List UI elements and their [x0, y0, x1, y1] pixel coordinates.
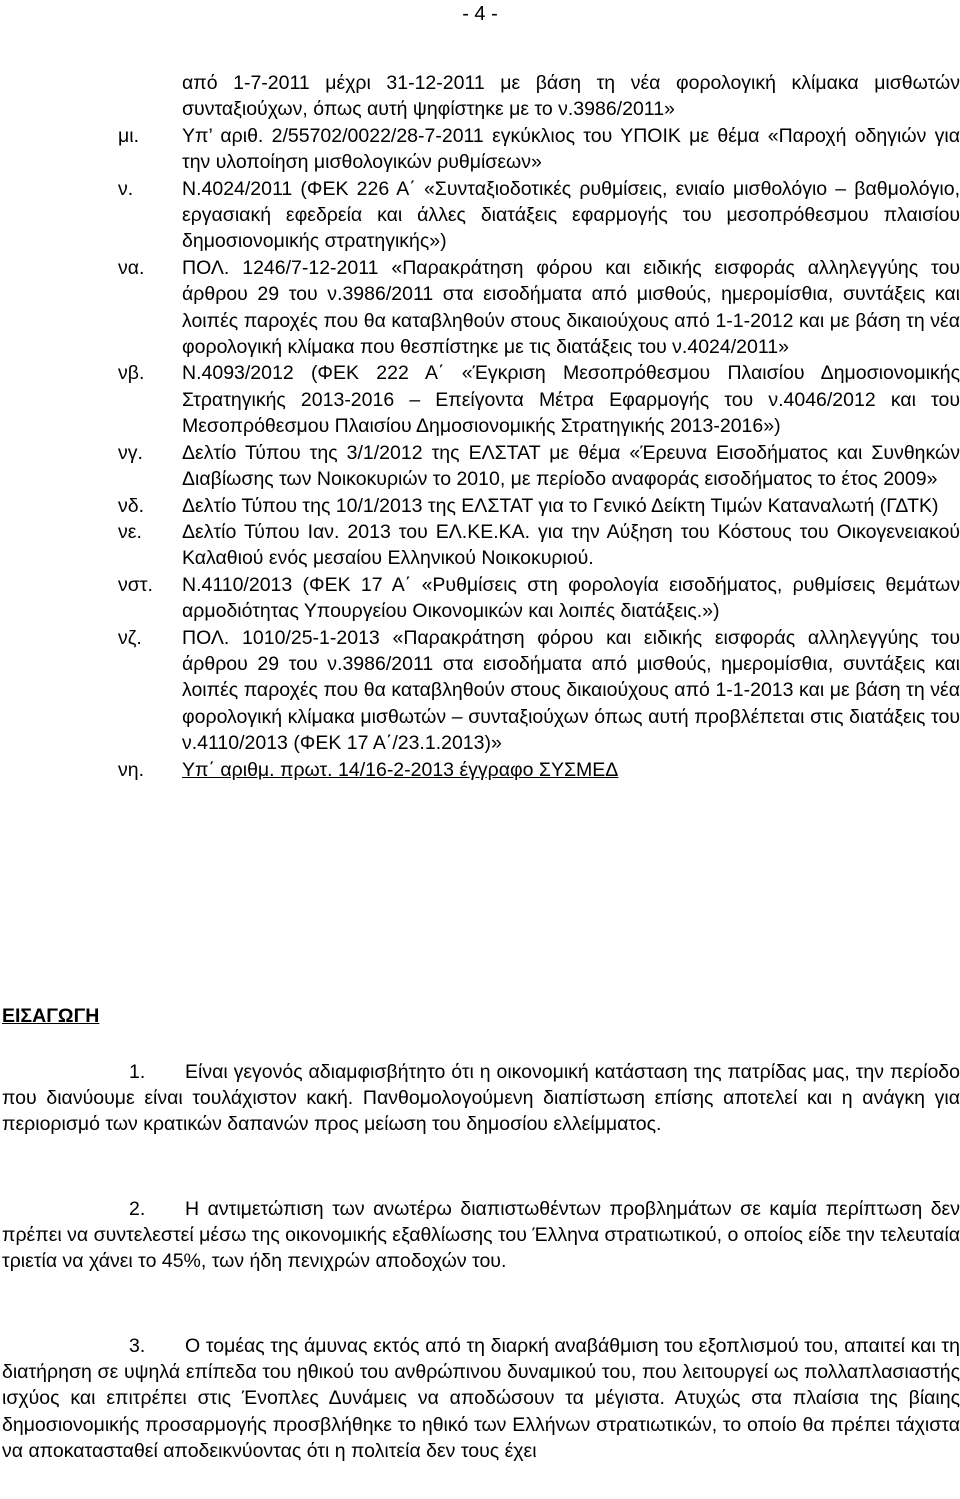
list-item-number: ν.: [118, 177, 134, 200]
list-item-text: Υπ΄ αριθμ. πρωτ. 14/16-2-2013 έγγραφο ΣΥΣΜΕΔ: [182, 758, 619, 781]
list-item: [0, 519, 960, 572]
list-item-number: μι.: [118, 124, 139, 147]
list-item-number: νστ.: [118, 573, 153, 596]
paragraph-number: 2.: [129, 1198, 146, 1220]
paragraph-text: Είναι γεγονός αδιαμφισβήτητο ότι η οικονομική κατάσταση της πατρίδας μας, την περίοδο που διανύουμε είναι τουλάχιστον κακή. Πανθομολογούμενη διαπίστωση επίσης αποτελεί και η ανάγκη για περιορισμό των κρατικών δαπανών προς μείωση του δημοσίου ελλείμματος.: [2, 1061, 960, 1136]
body-paragraph: [2, 1059, 960, 1138]
list-item: [0, 123, 960, 176]
list-item: [0, 360, 960, 439]
list-item-number: να.: [118, 256, 145, 279]
paragraph-text: Η αντιμετώπιση των ανωτέρω διαπιστωθέντων προβλημάτων σε καμία περίπτωση δεν πρέπει να συντελεστεί μέσω της οικονομικής εξαθλίωσης του Έλληνα στρατιωτικού, ο οποίος είδε την τελευταία τριετία να χάνει το 45%, των ήδη πενιχρών αποδοχών του.: [2, 1198, 960, 1273]
list-item-text: Ν.4024/2011 (ΦΕΚ 226 Α΄ «Συνταξιοδοτικές ρυθμίσεις, ενιαίο μισθολόγιο – βαθμολόγιο, εργασιακή εφεδρεία και άλλες διατάξεις εφαρμογής του μεσοπρόθεσμου πλαισίου δημοσιονομικής στρατηγικής»): [182, 177, 960, 253]
list-item-text: ΠΟΛ. 1246/7-12-2011 «Παρακράτηση φόρου και ειδικής εισφοράς αλληλεγγύης του άρθρου 29 του ν.3986/2011 στα εισοδήματα από μισθούς, ημερομίσθια, συντάξεις και λοιπές παροχές που θα καταβληθούν στους δικαιούχους από 1-1-2012 και με βάση τη νέα φορολογική κλίμακα που θεσπίστηκε με τις διατάξεις του ν.4024/2011»: [182, 256, 960, 359]
body-paragraph: [2, 1333, 960, 1464]
list-item-text: Ν.4093/2012 (ΦΕΚ 222 Α΄ «Έγκριση Μεσοπρόθεσμου Πλαισίου Δημοσιονομικής Στρατηγικής 2013-2016 – Επείγοντα Μέτρα Εφαρμογής του ν.4046/2012 και του Μεσοπρόθεσμου Πλαισίου Δημοσιονομικής Στρατηγικής 2013-2016»): [182, 362, 960, 438]
paragraph-text: Ο τομέας της άμυνας εκτός από τη διαρκή αναβάθμιση του εξοπλισμού του, απαιτεί και τη διατήρηση σε υψηλά επίπεδα του ηθικού του ανθρώπινου δυναμικού του, που λειτουργεί ως πολλαπλασιαστής ισχύος και επιτρέπει στις Ένοπλες Δυνάμεις να αποδώσουν τα μέγιστα. Ατυχώς στα πλαίσια της βίαιης δημοσιονομικής προσαρμογής προσβλήθηκε το ηθικό των Ελλήνων στρατιωτικών, το οποίο θα πρέπει τάχιστα να αποκατασταθεί αποδεικνύοντας ότι η πολιτεία δεν τους έχει: [2, 1335, 960, 1462]
list-item-number: νε.: [118, 520, 142, 543]
list-item-text: ΠΟΛ. 1010/25-1-2013 «Παρακράτηση φόρου και ειδικής εισφοράς αλληλεγγύης του άρθρου 29 του ν.3986/2011 στα εισοδήματα από μισθούς, ημερομίσθια, συντάξεις και λοιπές παροχές που θα καταβληθούν στους δικαιούχους από 1-1-2013 και με βάση τη νέα φορολογική κλίμακα μισθωτών – συνταξιούχων όπως αυτή προβλέπεται στις διατάξεις του ν.4110/2013 (ΦΕΚ 17 Α΄/23.1.2013)»: [182, 626, 960, 755]
paragraph-number: 3.: [129, 1335, 146, 1357]
section-heading: ΕΙΣΑΓΩΓΗ: [2, 1005, 100, 1027]
list-item-number: νγ.: [118, 441, 143, 464]
list-item: [0, 440, 960, 493]
list-item-text: Δελτίο Τύπου της 3/1/2012 της ΕΛΣΤΑΤ με θέμα «Έρευνα Εισοδήματος και Συνθηκών Διαβίωσης των Νοικοκυριών το 2010, με περίοδο αναφοράς εισοδήματος το έτος 2009»: [182, 441, 960, 491]
list-item-number: νβ.: [118, 362, 145, 385]
list-item: [0, 757, 960, 783]
page-number: - 4 -: [462, 3, 498, 25]
body-paragraph: [2, 1196, 960, 1275]
list-item: [0, 493, 960, 519]
list-item: [0, 625, 960, 757]
list-item-number: νδ.: [118, 494, 145, 517]
list-item-text: Δελτίο Τύπου της 10/1/2013 της ΕΛΣΤΑΤ για το Γενικό Δείκτη Τιμών Καταναλωτή (ΓΔΤΚ): [182, 494, 939, 517]
paragraph-number: 1.: [129, 1061, 146, 1083]
list-item-number: νζ.: [118, 626, 142, 649]
reference-list: [0, 70, 960, 783]
list-item: [0, 255, 960, 361]
list-item: [0, 572, 960, 625]
list-item: [0, 176, 960, 255]
list-item-text: από 1-7-2011 μέχρι 31-12-2011 με βάση τη νέα φορολογική κλίμακα μισθωτών συνταξιούχων, όπως αυτή ψηφίστηκε με το ν.3986/2011»: [182, 72, 960, 121]
list-item-text: Ν.4110/2013 (ΦΕΚ 17 Α΄ «Ρυθμίσεις στη φορολογία εισοδήματος, ρυθμίσεις θεμάτων αρμοδιότητας Υπουργείου Οικονομικών και λοιπές διατάξεις.»): [182, 573, 960, 623]
list-item-text: Δελτίο Τύπου Ιαν. 2013 του ΕΛ.ΚΕ.ΚΑ. για την Αύξηση του Κόστους του Οικογενειακού Καλαθιού ενός μεσαίου Ελληνικού Νοικοκυριού.: [182, 520, 960, 570]
list-item-number: νη.: [118, 758, 145, 781]
list-item-text: Υπ’ αριθ. 2/55702/0022/28-7-2011 εγκύκλιος του ΥΠΟΙΚ με θέμα «Παροχή οδηγιών για την υλοποίηση μισθολογικών ρυθμίσεων»: [182, 124, 960, 174]
list-item: [0, 70, 960, 123]
